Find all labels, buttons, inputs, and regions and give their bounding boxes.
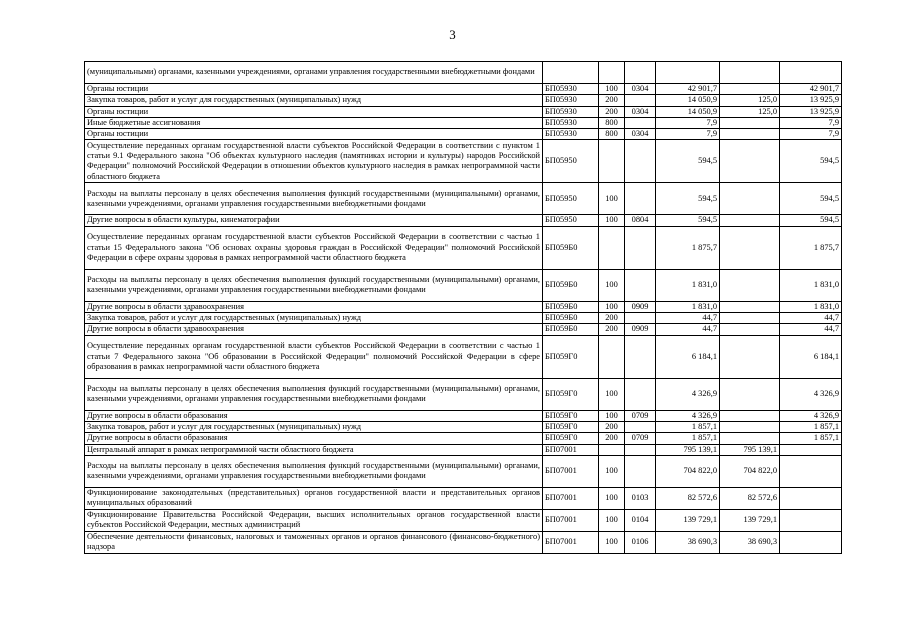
- table-cell-code: БП05930: [543, 84, 599, 95]
- table-cell-section: 0104: [625, 509, 656, 531]
- table-cell-expense-type: 200: [599, 106, 625, 117]
- table-cell-change: [720, 62, 780, 84]
- table-cell-section: [625, 62, 656, 84]
- table-cell-code: БП059Б0: [543, 313, 599, 324]
- table-cell-section: [625, 421, 656, 432]
- table-cell-result: 1 857,1: [780, 421, 842, 432]
- table-row: [85, 129, 842, 140]
- table-row: [85, 183, 842, 215]
- table-cell-name: Закупка товаров, работ и услуг для государственных (муниципальных) нужд: [85, 95, 543, 106]
- table-cell-change: [720, 313, 780, 324]
- table-cell-expense-type: 100: [599, 509, 625, 531]
- table-cell-result: 594,5: [780, 140, 842, 183]
- table-row: [85, 410, 842, 421]
- table-cell-result: 1 831,0: [780, 301, 842, 312]
- table-cell-change: 139 729,1: [720, 509, 780, 531]
- table-cell-name: Функционирование законодательных (представительных) органов государственной власти и представительных органов муниципальных образований: [85, 487, 543, 509]
- table-cell-result: 4 326,9: [780, 410, 842, 421]
- table-cell-name: Другие вопросы в области образования: [85, 410, 543, 421]
- table-cell-result: [780, 455, 842, 487]
- table-cell-name: Органы юстиции: [85, 106, 543, 117]
- table-cell-expense-type: 100: [599, 215, 625, 226]
- table-cell-section: 0709: [625, 410, 656, 421]
- table-cell-name: Расходы на выплаты персоналу в целях обеспечения выполнения функций государственными (муниципальными) органами, казенными учреждениями, органами управления государственными внебюджетными фондами: [85, 269, 543, 301]
- budget-table: [84, 61, 842, 554]
- table-cell-code: БП059Г0: [543, 378, 599, 410]
- page-number: 3: [449, 27, 456, 42]
- table-cell-code: БП07001: [543, 531, 599, 553]
- table-cell-amount: 4 326,9: [656, 410, 720, 421]
- table-cell-code: БП059Б0: [543, 226, 599, 269]
- table-cell-name: Органы юстиции: [85, 84, 543, 95]
- table-cell-result: 7,9: [780, 129, 842, 140]
- table-cell-result: 13 925,9: [780, 106, 842, 117]
- table-cell-change: 795 139,1: [720, 444, 780, 455]
- table-cell-change: [720, 84, 780, 95]
- table-cell-expense-type: 200: [599, 95, 625, 106]
- table-cell-change: 125,0: [720, 106, 780, 117]
- table-cell-section: 0304: [625, 106, 656, 117]
- table-cell-amount: 42 901,7: [656, 84, 720, 95]
- table-cell-name: Функционирование Правительства Российской Федерации, высших исполнительных органов государственной власти субъектов Российской Федерации, местных администраций: [85, 509, 543, 531]
- table-cell-amount: 139 729,1: [656, 509, 720, 531]
- table-row: [85, 95, 842, 106]
- table-cell-result: [780, 62, 842, 84]
- table-cell-section: [625, 455, 656, 487]
- table-cell-expense-type: 100: [599, 531, 625, 553]
- table-cell-amount: 14 050,9: [656, 106, 720, 117]
- table-cell-expense-type: 100: [599, 84, 625, 95]
- table-cell-section: 0304: [625, 84, 656, 95]
- table-cell-expense-type: 100: [599, 410, 625, 421]
- table-cell-change: [720, 335, 780, 378]
- table-cell-expense-type: [599, 140, 625, 183]
- table-cell-result: 1 875,7: [780, 226, 842, 269]
- table-cell-expense-type: 200: [599, 313, 625, 324]
- table-cell-name: Иные бюджетные ассигнования: [85, 117, 543, 128]
- table-cell-code: БП07001: [543, 455, 599, 487]
- table-cell-section: 0304: [625, 129, 656, 140]
- table-cell-section: [625, 140, 656, 183]
- table-cell-result: 4 326,9: [780, 378, 842, 410]
- table-cell-name: Другие вопросы в области здравоохранения: [85, 324, 543, 335]
- table-cell-change: [720, 226, 780, 269]
- table-cell-amount: 7,9: [656, 129, 720, 140]
- table-cell-result: 44,7: [780, 313, 842, 324]
- table-row: [85, 313, 842, 324]
- table-cell-name: Центральный аппарат в рамках непрограммной части областного бюджета: [85, 444, 543, 455]
- table-cell-change: 38 690,3: [720, 531, 780, 553]
- table-cell-change: [720, 215, 780, 226]
- table-cell-name: Осуществление переданных органам государственной власти субъектов Российской Федерации в соответствии с частью 1 статьи 7 Федерального закона "Об образовании в Российской Федерации" полномочий Российской Федерации в сфере образования в рамках непрограммной части областного бюджета: [85, 335, 543, 378]
- table-cell-code: БП05930: [543, 117, 599, 128]
- table-cell-amount: 4 326,9: [656, 378, 720, 410]
- table-cell-expense-type: 800: [599, 117, 625, 128]
- table-cell-result: [780, 444, 842, 455]
- table-cell-section: 0709: [625, 433, 656, 444]
- table-cell-result: 594,5: [780, 215, 842, 226]
- table-row: [85, 269, 842, 301]
- table-row: [85, 106, 842, 117]
- table-cell-expense-type: 100: [599, 487, 625, 509]
- table-cell-result: 7,9: [780, 117, 842, 128]
- table-cell-amount: 38 690,3: [656, 531, 720, 553]
- table-cell-amount: 7,9: [656, 117, 720, 128]
- table-cell-section: [625, 226, 656, 269]
- table-cell-code: БП059Г0: [543, 335, 599, 378]
- table-cell-amount: 6 184,1: [656, 335, 720, 378]
- table-cell-amount: 1 857,1: [656, 433, 720, 444]
- table-row: [85, 487, 842, 509]
- table-cell-section: 0909: [625, 324, 656, 335]
- table-cell-name: Обеспечение деятельности финансовых, налоговых и таможенных органов и органов финансового (финансово-бюджетного) надзора: [85, 531, 543, 553]
- table-cell-expense-type: 100: [599, 183, 625, 215]
- table-row: [85, 378, 842, 410]
- table-row: [85, 509, 842, 531]
- table-cell-result: 1 831,0: [780, 269, 842, 301]
- table-row: [85, 215, 842, 226]
- table-cell-expense-type: 200: [599, 433, 625, 444]
- table-row: [85, 324, 842, 335]
- table-row: [85, 531, 842, 553]
- table-cell-code: БП05930: [543, 95, 599, 106]
- table-cell-expense-type: [599, 226, 625, 269]
- table-row: [85, 140, 842, 183]
- table-cell-expense-type: 200: [599, 324, 625, 335]
- table-cell-name: Другие вопросы в области здравоохранения: [85, 301, 543, 312]
- table-cell-code: БП05950: [543, 215, 599, 226]
- table-cell-code: БП05950: [543, 183, 599, 215]
- table-cell-amount: 82 572,6: [656, 487, 720, 509]
- table-cell-name: Расходы на выплаты персоналу в целях обеспечения выполнения функций государственными (муниципальными) органами, казенными учреждениями, органами управления государственными внебюджетными фондами: [85, 183, 543, 215]
- table-cell-result: 6 184,1: [780, 335, 842, 378]
- table-cell-amount: 44,7: [656, 313, 720, 324]
- table-cell-change: [720, 301, 780, 312]
- table-cell-section: [625, 95, 656, 106]
- table-cell-amount: 44,7: [656, 324, 720, 335]
- table-cell-change: [720, 140, 780, 183]
- table-row: [85, 335, 842, 378]
- table-cell-code: БП05950: [543, 140, 599, 183]
- table-cell-code: БП059Г0: [543, 421, 599, 432]
- table-cell-change: [720, 410, 780, 421]
- table-cell-code: БП07001: [543, 487, 599, 509]
- table-cell-result: 1 857,1: [780, 433, 842, 444]
- table-cell-result: 42 901,7: [780, 84, 842, 95]
- table-cell-code: БП07001: [543, 509, 599, 531]
- table-cell-code: БП059Б0: [543, 324, 599, 335]
- table-cell-name: (муниципальными) органами, казенными учреждениями, органами управления государственными внебюджетными фондами: [85, 62, 543, 84]
- table-cell-name: Осуществление переданных органам государственной власти субъектов Российской Федерации в соответствии с пунктом 1 статьи 9.1 Федерального закона "Об объектах культурного наследия (памятниках истории и культуры) народов Российской Федерации" полномочий Российской Федерации в отношении объектов культурного наследия в рамках непрограммной части областного бюджета: [85, 140, 543, 183]
- table-cell-section: [625, 313, 656, 324]
- table-cell-code: БП059Б0: [543, 269, 599, 301]
- table-row: [85, 301, 842, 312]
- table-cell-change: [720, 183, 780, 215]
- table-cell-amount: 594,5: [656, 183, 720, 215]
- table-cell-amount: 14 050,9: [656, 95, 720, 106]
- table-cell-expense-type: 800: [599, 129, 625, 140]
- table-cell-change: [720, 117, 780, 128]
- table-cell-amount: 1 875,7: [656, 226, 720, 269]
- table-cell-name: Осуществление переданных органам государственной власти субъектов Российской Федерации в соответствии с частью 1 статьи 15 Федерального закона "Об основах охраны здоровья граждан в Российской Федерации" полномочий Российской Федерации в сфере охраны здоровья в рамках непрограммной части областного бюджета: [85, 226, 543, 269]
- table-cell-expense-type: 100: [599, 378, 625, 410]
- table-cell-expense-type: [599, 335, 625, 378]
- table-cell-section: 0909: [625, 301, 656, 312]
- table-cell-change: 125,0: [720, 95, 780, 106]
- table-cell-section: 0103: [625, 487, 656, 509]
- table-cell-name: Органы юстиции: [85, 129, 543, 140]
- table-cell-section: [625, 269, 656, 301]
- table-cell-result: 13 925,9: [780, 95, 842, 106]
- table-cell-name: Закупка товаров, работ и услуг для государственных (муниципальных) нужд: [85, 421, 543, 432]
- table-cell-result: [780, 509, 842, 531]
- table-cell-section: [625, 117, 656, 128]
- table-cell-expense-type: 100: [599, 455, 625, 487]
- table-cell-amount: 1 831,0: [656, 301, 720, 312]
- table-cell-code: БП07001: [543, 444, 599, 455]
- table-cell-expense-type: 200: [599, 421, 625, 432]
- table-cell-name: Закупка товаров, работ и услуг для государственных (муниципальных) нужд: [85, 313, 543, 324]
- table-cell-amount: 1 857,1: [656, 421, 720, 432]
- table-row: [85, 444, 842, 455]
- table-cell-expense-type: 100: [599, 269, 625, 301]
- table-cell-change: [720, 324, 780, 335]
- table-row: [85, 226, 842, 269]
- table-row: [85, 84, 842, 95]
- table-cell-amount: 1 831,0: [656, 269, 720, 301]
- table-cell-amount: 594,5: [656, 140, 720, 183]
- table-row: [85, 433, 842, 444]
- table-cell-amount: 594,5: [656, 215, 720, 226]
- table-cell-section: [625, 335, 656, 378]
- table-cell-amount: 795 139,1: [656, 444, 720, 455]
- table-cell-section: 0106: [625, 531, 656, 553]
- table-cell-amount: 704 822,0: [656, 455, 720, 487]
- table-cell-code: БП059Б0: [543, 301, 599, 312]
- table-cell-result: 44,7: [780, 324, 842, 335]
- table-cell-expense-type: [599, 444, 625, 455]
- table-row: [85, 421, 842, 432]
- table-cell-code: БП05930: [543, 106, 599, 117]
- table-cell-change: [720, 129, 780, 140]
- table-row: [85, 117, 842, 128]
- table-cell-change: 704 822,0: [720, 455, 780, 487]
- table-cell-result: [780, 531, 842, 553]
- table-cell-change: 82 572,6: [720, 487, 780, 509]
- table-cell-name: Другие вопросы в области образования: [85, 433, 543, 444]
- table-cell-section: [625, 378, 656, 410]
- table-cell-result: [780, 487, 842, 509]
- table-row: [85, 455, 842, 487]
- table-cell-section: [625, 183, 656, 215]
- table-cell-expense-type: [599, 62, 625, 84]
- table-cell-amount: [656, 62, 720, 84]
- table-cell-change: [720, 433, 780, 444]
- table-cell-code: [543, 62, 599, 84]
- table-cell-code: БП059Г0: [543, 433, 599, 444]
- table-cell-name: Расходы на выплаты персоналу в целях обеспечения выполнения функций государственными (муниципальными) органами, казенными учреждениями, органами управления государственными внебюджетными фондами: [85, 455, 543, 487]
- table-cell-change: [720, 269, 780, 301]
- table-cell-change: [720, 421, 780, 432]
- table-cell-name: Расходы на выплаты персоналу в целях обеспечения выполнения функций государственными (муниципальными) органами, казенными учреждениями, органами управления государственными внебюджетными фондами: [85, 378, 543, 410]
- table-cell-section: [625, 444, 656, 455]
- table-cell-code: БП05930: [543, 129, 599, 140]
- table-cell-name: Другие вопросы в области культуры, кинематографии: [85, 215, 543, 226]
- table-cell-section: 0804: [625, 215, 656, 226]
- table-cell-change: [720, 378, 780, 410]
- table-row: [85, 62, 842, 84]
- table-cell-expense-type: 100: [599, 301, 625, 312]
- table-cell-result: 594,5: [780, 183, 842, 215]
- table-cell-code: БП059Г0: [543, 410, 599, 421]
